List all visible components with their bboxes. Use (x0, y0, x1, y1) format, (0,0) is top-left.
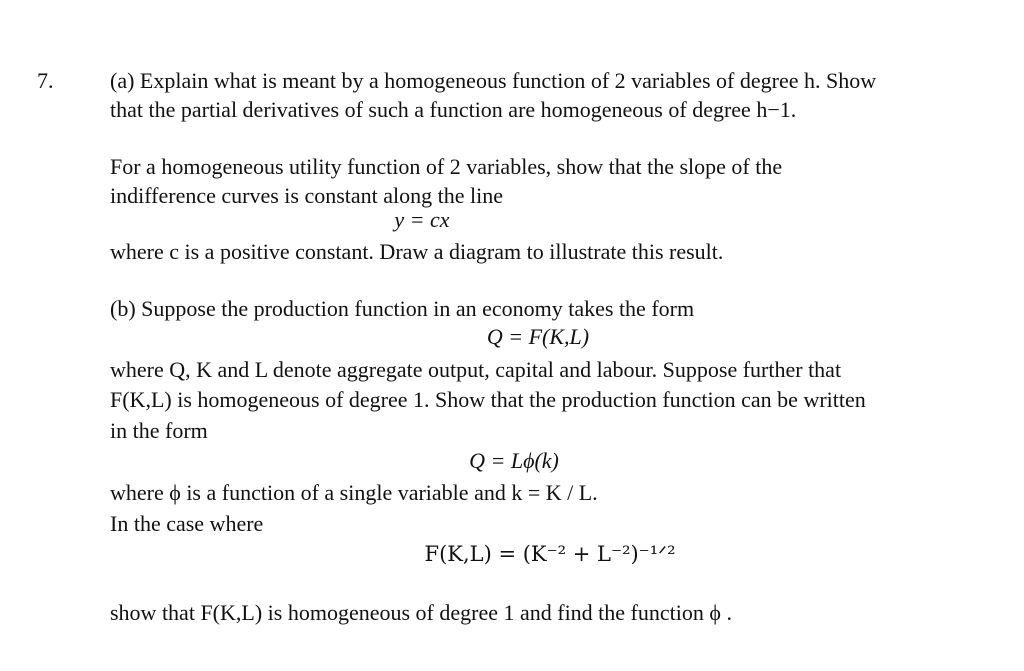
part-a-equation: y = cx (394, 207, 450, 232)
part-a-line-2: that the partial derivatives of such a function are homogeneous of degree h−1. (110, 97, 797, 122)
part-b-line-1: (b) Suppose the production function in an economy takes the form (110, 296, 695, 321)
part-b-equation-2: Q = Lϕ(k) (469, 448, 559, 473)
part-a-line-3: For a homogeneous utility function of 2 variables, show that the slope of the (110, 154, 783, 179)
part-a-line-5: where c is a positive constant. Draw a diagram to illustrate this result. (110, 239, 724, 264)
part-b-line-2: where Q, K and L denote aggregate output, capital and labour. Suppose further that (110, 357, 842, 382)
part-a-line-1: (a) Explain what is meant by a homogeneous function of 2 variables of degree h. Show (110, 68, 877, 93)
part-b-equation-1: Q = F(K,L) (486, 324, 590, 349)
part-b-line-4: in the form (110, 418, 208, 443)
part-b-line-5: where ϕ is a function of a single variable and k = K / L. (110, 480, 598, 505)
part-b-line-6: In the case where (110, 511, 264, 536)
part-b-line-7: show that F(K,L) is homogeneous of degree 1 and find the function ϕ . (110, 600, 732, 625)
part-b-equation-3: F(K,L) = (K⁻² + L⁻²)⁻¹ᐟ² (424, 542, 676, 566)
question-number: 7. (37, 68, 54, 93)
part-a-line-4: indifference curves is constant along the line (110, 183, 504, 208)
part-b-line-3: F(K,L) is homogeneous of degree 1. Show that the production function can be written (110, 387, 866, 412)
